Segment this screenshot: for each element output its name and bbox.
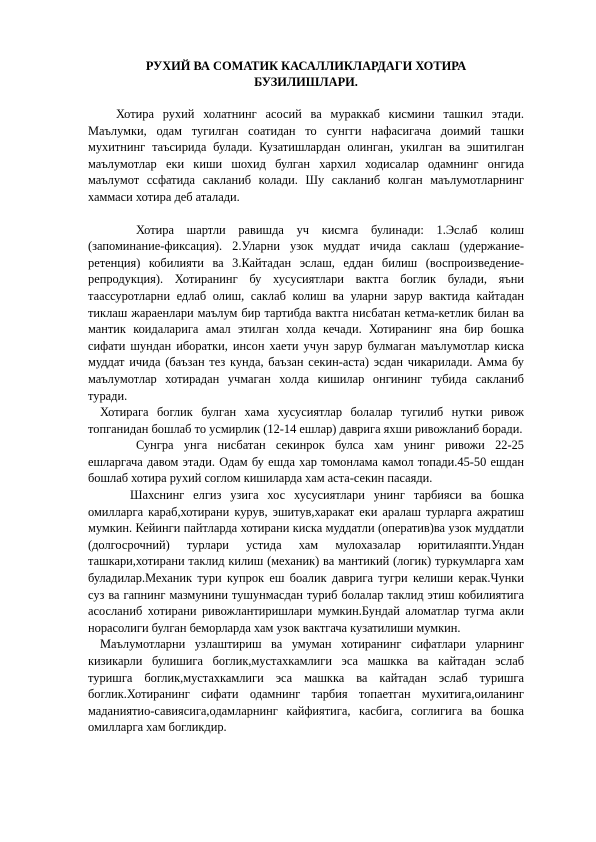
paragraph-6: Маълумотларни узлаштириш ва умуман хотиранинг сифатлари уларнинг кизикарли булишига боглик,мустахкамлиги эса машкка ва кайтадан эслаб туришга боглик,мустахкамлиги эса машкка ва кайтадан эслаб туришга боглик.Хотиранинг сифати одамнинг тарбия топаетган мухитига,оиланинг маданиятио-савиясига,одамларнинг кайфиятига, касбига, соглигига ва бошка омилларга хам богликдир. (88, 637, 524, 735)
paragraph-5: Шахснинг елгиз узига хос хусусиятлари унинг тарбияси ва бошка омилларга караб,хотирани курув, эшитув,харакат еки аралаш турларга ажратиш мумкин. Кейинги пайтларда хотирани киска муддатли (оператив)ва узок муддатли (долгосрочний) турлари устида хам мулохазалар юритилаяпти.Ундан ташкари,хотирани таклид килиш (механик) ва мантикий (логик) туркумларга хам буладилар.Механик тури купрок еш боалик даврига тугри келиши керак.Чунки суз ва гапнинг мазмунини тушунмасдан туриб болалар таклид этиш кобилиятига асосланиб хотирани ривожлантиришлари мумкин.Бундай аломатлар тугма акли норасолиги булган беморларда хам узок вактгача кузатилиши мумкин. (88, 488, 524, 635)
paragraph-1: Хотира рухий холатнинг асосий ва мураккаб кисмини ташкил этади. Маълумки, одам тугилган соатидан то сунгги нафасигача доимий ташки мухитнинг таъсирида булади. Кузатишлардан олинган, укилган ва эшитилган маълумотлар еки киши шохид булган хархил ходисалар одамнинг онгида маълумот ссфатида сакланиб колади. Шу сакланиб колган маълумотларнинг хаммаси хотира деб аталади. (88, 107, 524, 204)
document-title (88, 58, 524, 90)
document-page (88, 58, 524, 736)
title-line-2: БУЗИЛИШЛАРИ. (254, 75, 358, 89)
paragraph-4: Сунгра унга нисбатан секинрок булса хам унинг ривожи 22-25 ешларгача давом этади. Одам бу ешда хар томонлама камол топади.45-50 ешдан бошлаб хотира рухий соглом кишиларда хам аста-секин пасаяди. (88, 438, 524, 486)
paragraph-spacer (88, 206, 524, 222)
paragraph-2: Хотира шартли равишда уч кисмга булинади: 1.Эслаб колиш (запоминание-фиксация). 2.Уларни узок муддат ичида саклаш (удержание-ретенция) кобилияти ва 3.Кайтадан эслаш, еддан билиш (воспроизведение-репродукция). Хотиранинг бу хусусиятлари вактга боглик булади, яъни таассуротларни едлаб олиш, саклаб колиш ва уларни зарур вактида кайтадан тиклаш жараенлари маълум бир тартибда вактга нисбатан кетма-кетлик билан ва мантик коидаларига амал этилган холда кечади. Хотиранинг яна бир бошка сифати шундан иборатки, инсон хаети учун зарур булмаган маълумотлар киска муддат ичида (баъзан тез кунда, баъзан секин-аста) эсдан чикарилади. Амма бу маълумотлар хотирадан учмаган холда кишилар онгининг тубида сакланиб туради. (88, 222, 524, 403)
paragraph-3: Хотирага боглик булган хама хусусиятлар болалар тугилиб нутки ривож топганидан бошлаб то усмирлик (12-14 ешлар) даврига яхши ривожланиб боради. (88, 405, 524, 436)
title-line-1: РУХИЙ ВА СОМАТИК КАСАЛЛИКЛАРДАГИ ХОТИРА (145, 59, 467, 73)
